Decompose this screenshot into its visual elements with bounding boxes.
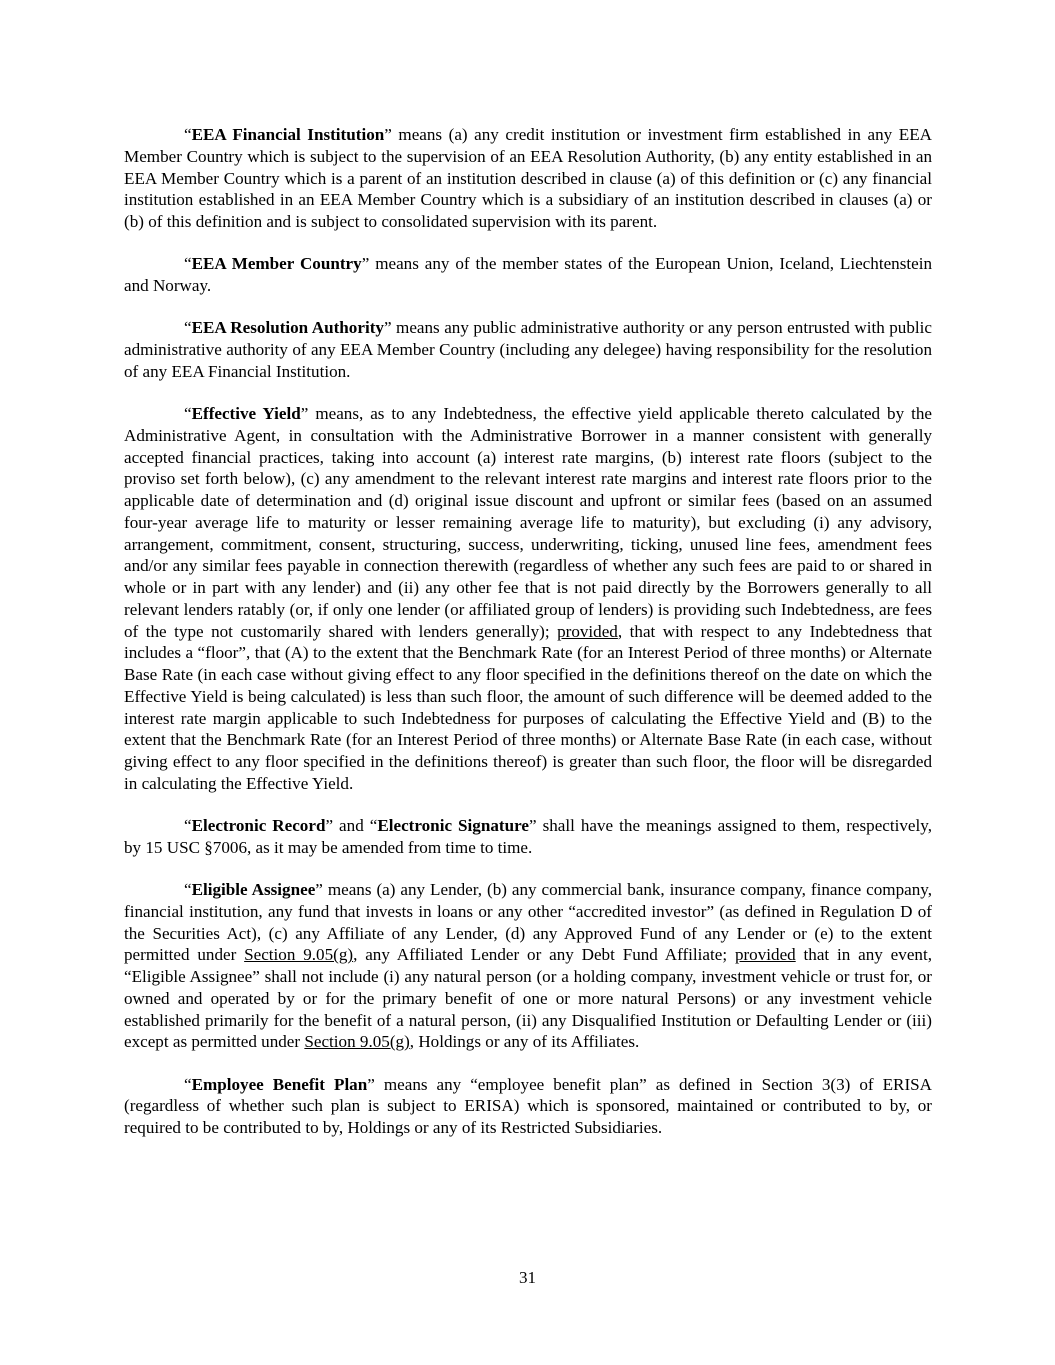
defined-term: EEA Member Country	[191, 254, 362, 274]
definition-text: ” means, as to any Indebtedness, the effective yield applicable thereto calculated by the Administrative Agent, in consultation with the Administrative Borrower in a manner consistent with generally accepted financial practices, taking into account (a) interest rate margins, (b) interest rate floors (subject to the proviso set forth below), (c) any amendment to the relevant interest rate margins and interest rate floors prior to the applicable date of determination and (d) original issue discount and upfront or similar fees (based on an assumed four-year average life to maturity or lesser remaining average life to maturity), but excluding (i) any advisory, arrangement, commitment, consent, structuring, success, underwriting, ticking, unused line fees, amendment fees and/or any similar fees payable in connection therewith (regardless of whether any such fees are paid to or shared in whole or in part with any lender) and (ii) any other fee that is not paid directly by the Borrowers generally to all relevant lenders ratably (or, if only one lender (or affiliated group of lenders) is providing such Indebtedness, are fees of the type not customarily shared with lenders generally);	[124, 404, 932, 641]
section-reference: Section 9.05(g)	[244, 945, 354, 965]
definition-text: ” means any public administrative authority or any person entrusted with public administrative authority of any EEA Member Country (including any delegee) having responsibility for the resolution of any EEA Financial Institution.	[124, 318, 932, 381]
open-quote: “	[184, 318, 192, 338]
open-quote: “	[184, 816, 192, 835]
definition-employee-benefit-plan	[124, 1074, 932, 1139]
definition-text: ” means (a) any Lender, (b) any commercial bank, insurance company, finance company, financial institution, any fund that invests in loans or any other “accredited investor” (as defined in Regulation D of the Securities Act), (c) any Affiliate of any Lender, (d) any Approved Fund of any Lender or (e) to the extent permitted under	[124, 880, 932, 965]
provided-underlined: provided	[557, 621, 618, 641]
open-quote: “	[184, 125, 192, 144]
definition-eea-resolution-authority	[124, 317, 932, 382]
definition-text: , any Affiliated Lender or any Debt Fund Affiliate;	[353, 945, 735, 965]
defined-term: Electronic Signature	[377, 816, 529, 835]
definition-eea-financial-institution	[124, 124, 932, 233]
definition-eea-member-country	[124, 253, 932, 297]
defined-term: Employee Benefit Plan	[191, 1074, 368, 1094]
document-page	[124, 124, 932, 1159]
open-quote: “	[184, 254, 192, 274]
open-quote: “	[184, 1074, 192, 1094]
definition-text: ” means any of the member states of the European Union, Iceland, Liechtenstein and Norway.	[124, 254, 932, 295]
defined-term: Electronic Record	[191, 816, 326, 835]
definition-text: , Holdings or any of its Affiliates.	[409, 1032, 640, 1052]
definition-text: , that with respect to any Indebtedness that includes a “floor”, that (A) to the extent that the Benchmark Rate (for an Interest Period of three months) or Alternate Base Rate (in each case without giving effect to any floor specified in the definitions thereof on the date on which the Effective Yield is being calculated) is less than such floor, the amount of such difference will be deemed added to the interest rate margin applicable to such Indebtedness for purposes of calculating the Effective Yield and (B) to the extent that the Benchmark Rate (for an Interest Period of three months) or Alternate Base Rate (in each case, without giving effect to any floor specified in the definitions thereof) is greater than such floor, the floor will be disregarded in calculating the Effective Yield.	[124, 621, 932, 793]
definition-text: ” means (a) any credit institution or investment firm established in any EEA Member Country which is subject to the supervision of an EEA Resolution Authority, (b) any entity established in an EEA Member Country which is a parent of an institution described in clause (a) of this definition or (c) any financial institution established in an EEA Member Country which is a subsidiary of an institution described in clauses (a) or (b) of this definition and is subject to consolidated supervision with its parent.	[124, 125, 932, 231]
definition-eligible-assignee	[124, 879, 932, 1053]
defined-term: EEA Resolution Authority	[191, 318, 384, 338]
open-quote: “	[184, 404, 192, 423]
provided-underlined: provided	[734, 945, 796, 965]
definition-text: ” shall have the meanings assigned to them, respectively, by 15 USC §7006, as it may be amended from time to time.	[124, 816, 932, 857]
definition-text: ” means any “employee benefit plan” as defined in Section 3(3) of ERISA (regardless of whether such plan is subject to ERISA) which is sponsored, maintained or contributed to by, or required to be contributed to by, Holdings or any of its Restricted Subsidiaries.	[124, 1074, 932, 1137]
definition-effective-yield	[124, 403, 932, 795]
term-connector: ” and “	[325, 816, 378, 835]
page-number: 31	[518, 1268, 537, 1287]
defined-term: EEA Financial Institution	[191, 125, 385, 144]
defined-term: Eligible Assignee	[191, 880, 316, 899]
open-quote: “	[184, 880, 192, 899]
definition-text: that in any event, “Eligible Assignee” shall not include (i) any natural person (or a holding company, investment vehicle or trust for, or owned and operated by or for the primary benefit of one or more natural Persons) or any investment vehicle established primarily for the benefit of a natural person, (ii) any Disqualified Institution or Defaulting Lender or (iii) except as permitted under	[124, 945, 932, 1052]
defined-term: Effective Yield	[191, 404, 301, 423]
definition-electronic-record-signature	[124, 815, 932, 859]
section-reference: Section 9.05(g)	[304, 1032, 410, 1052]
